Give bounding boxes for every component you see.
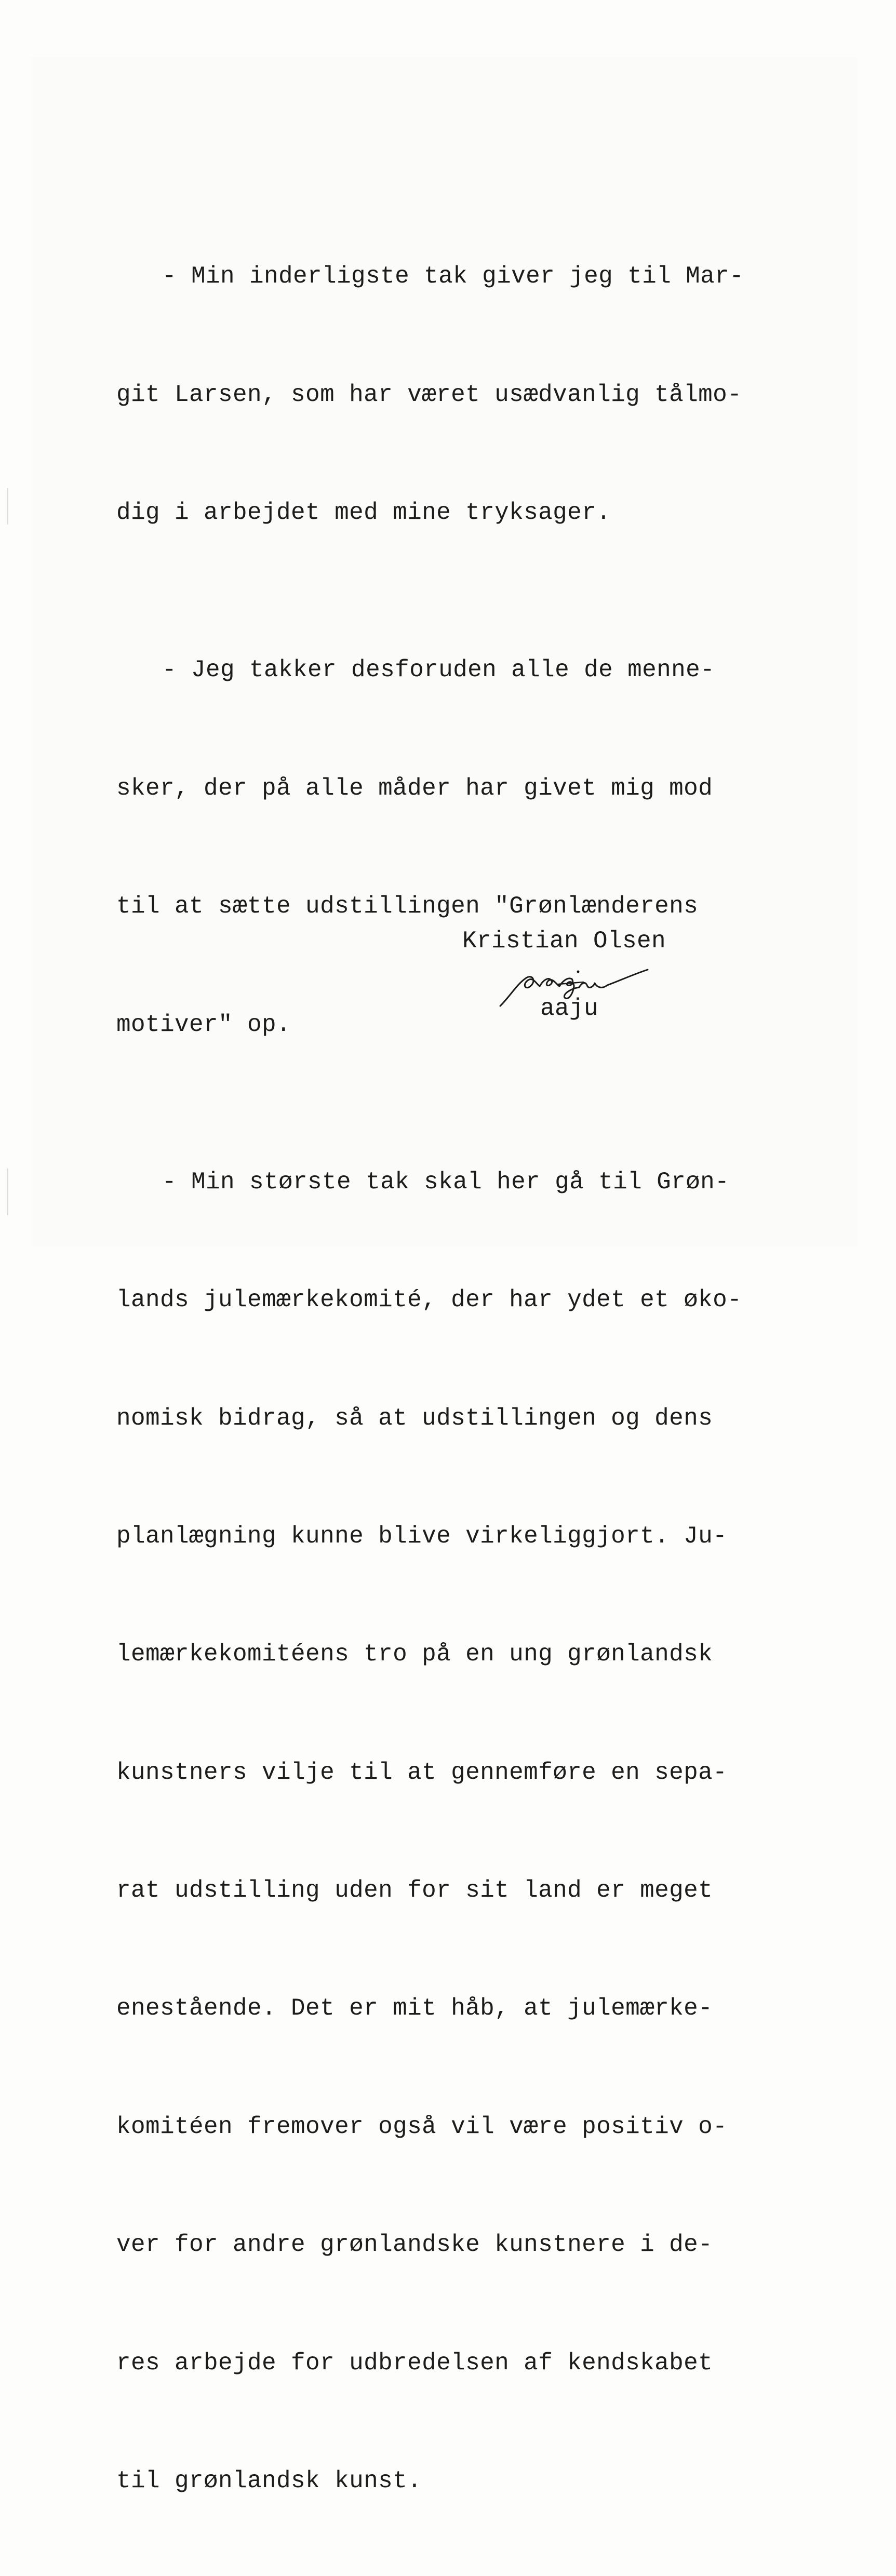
text-line: lemærkekomitéens tro på en ung grønlandsk [116, 1641, 713, 1668]
text-line: - Min største tak skal her gå til Grøn- [162, 1168, 730, 1196]
text-line: - Min inderligste tak giver jeg til Mar- [162, 263, 744, 290]
text-line: ver for andre grønlandske kunstnere i de- [116, 2231, 713, 2259]
text-line: til at sætte udstillingen "Grønlænderens [116, 893, 699, 920]
text-line: til grønlandsk kunst. [116, 2467, 422, 2495]
text-line: planlægning kunne blive virkeliggjort. Ju- [116, 1522, 728, 1550]
text-line: komitéen fremover også vil være positiv o- [116, 2113, 728, 2140]
text-line: res arbejde for udbredelsen af kendskabet [116, 2349, 713, 2377]
signature-caption: aaju [540, 995, 599, 1022]
text-line: dig i arbejdet med mine tryksager. [116, 499, 611, 527]
text-line: kunstners vilje til at gennemføre en sepa- [116, 1759, 728, 1786]
text-line: enestående. Det er mit håb, at julemærke- [116, 1995, 713, 2022]
scan-edge-mark [7, 1169, 8, 1215]
text-line: motiver" op. [116, 1011, 291, 1038]
text-line: sker, der på alle måder har givet mig mod [116, 774, 713, 802]
text-line: rat udstilling uden for sit land er meget [116, 1877, 713, 1904]
text-line: nomisk bidrag, så at udstillingen og dens [116, 1404, 713, 1432]
author-name: Kristian Olsen [462, 928, 666, 955]
text-line: - Jeg takker desforuden alle de menne- [162, 656, 715, 684]
text-line: git Larsen, som har været usædvanlig tålmo- [116, 381, 742, 408]
letter-body [116, 139, 807, 2576]
text-line: lands julemærkekomité, der har ydet et øko- [116, 1286, 742, 1314]
scan-edge-mark [7, 488, 8, 525]
